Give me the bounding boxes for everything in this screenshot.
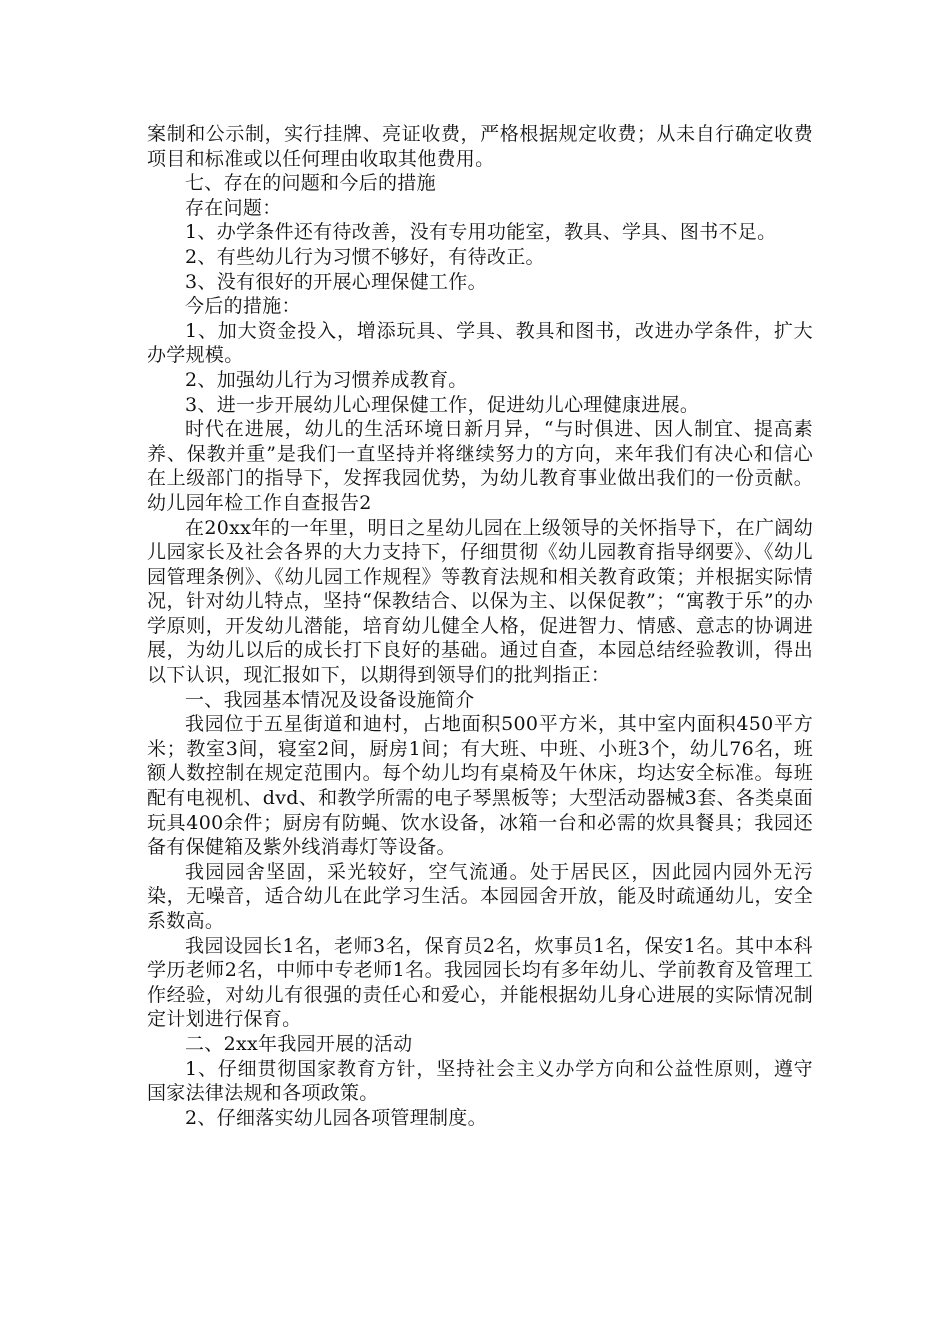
paragraph: 我园设园长1名，老师3名，保育员2名，炊事员1名，保安1名。其中本科学历老师2名，中师中专老师1名。我园园长均有多年幼儿、学前教育及管理工作经验，对幼儿有很强的责任心和爱心，并能根据幼儿身心进展的实际情况制定计划进行保育。 [147, 934, 813, 1031]
list-item: 1、办学条件还有待改善，没有专用功能室，教具、学具、图书不足。 [185, 221, 777, 244]
section-heading: 七、存在的问题和今后的措施 [185, 172, 436, 195]
list-item: 2、有些幼儿行为习惯不够好，有待改正。 [185, 245, 545, 268]
section-heading: 一、我园基本情况及设备设施简介 [185, 688, 475, 711]
paragraph: 案制和公示制，实行挂牌、亮证收费，严格根据规定收费；从未自行确定收费项目和标准或以任何理由收取其他费用。 [147, 123, 813, 170]
subheading: 今后的措施： [185, 295, 301, 318]
list-item: 2、仔细落实幼儿园各项管理制度。 [185, 1106, 487, 1129]
list-item: 1、加大资金投入，增添玩具、学具、教具和图书，改进办学条件，扩大办学规模。 [147, 319, 813, 367]
document-body [147, 122, 813, 1130]
list-item: 2、加强幼儿行为习惯养成教育。 [185, 368, 468, 391]
section-heading: 二、2xx年我园开展的活动 [185, 1032, 413, 1055]
paragraph: 时代在进展，幼儿的生活环境日新月异，“与时俱进、因人制宜、提高素养、保教并重”是我们一直坚持并将继续努力的方向，来年我们有决心和信心在上级部门的指导下，发挥我园优势，为幼儿教育事业做出我们的一份贡献。幼儿园年检工作自查报告2 [147, 418, 813, 514]
list-item: 1、仔细贯彻国家教育方针，坚持社会主义办学方向和公益性原则，遵守国家法律法规和各项政策。 [147, 1057, 813, 1105]
paragraph: 我园园舍坚固，采光较好，空气流通。处于居民区，因此园内园外无污染，无噪音，适合幼儿在此学习生活。本园园舍开放，能及时疏通幼儿，安全系数高。 [147, 860, 813, 932]
paragraph: 我园位于五星街道和迪村，占地面积500平方米，其中室内面积450平方米；教室3间，寝室2间，厨房1间；有大班、中班、小班3个，幼儿76名，班额人数控制在规定范围内。每个幼儿均有桌椅及午休床，均达安全标准。每班配有电视机、dvd、和教学所需的电子琴黑板等；大型活动器械3套、各类桌面玩具400余件；厨房有防蝇、饮水设备，冰箱一台和必需的炊具餐具；我园还备有保健箱及紫外线消毒灯等设备。 [147, 713, 813, 859]
list-item: 3、进一步开展幼儿心理保健工作，促进幼儿心理健康进展。 [185, 393, 700, 416]
paragraph: 在20xx年的一年里，明日之星幼儿园在上级领导的关怀指导下，在广阔幼儿园家长及社会各界的大力支持下，仔细贯彻《幼儿园教育指导纲要》、《幼儿园管理条例》、《幼儿园工作规程》等教育法规和相关教育政策；并根据实际情况，针对幼儿特点，坚持“保教结合、以保为主、以保促教”；“寓教于乐”的办学原则，开发幼儿潜能，培育幼儿健全人格，促进智力、情感、意志的协调进展，为幼儿以后的成长打下良好的基础。通过自查，本园总结经验教训，得出以下认识，现汇报如下，以期得到领导们的批判指正： [147, 516, 813, 687]
subheading: 存在问题： [185, 196, 282, 219]
list-item: 3、没有很好的开展心理保健工作。 [185, 270, 487, 293]
